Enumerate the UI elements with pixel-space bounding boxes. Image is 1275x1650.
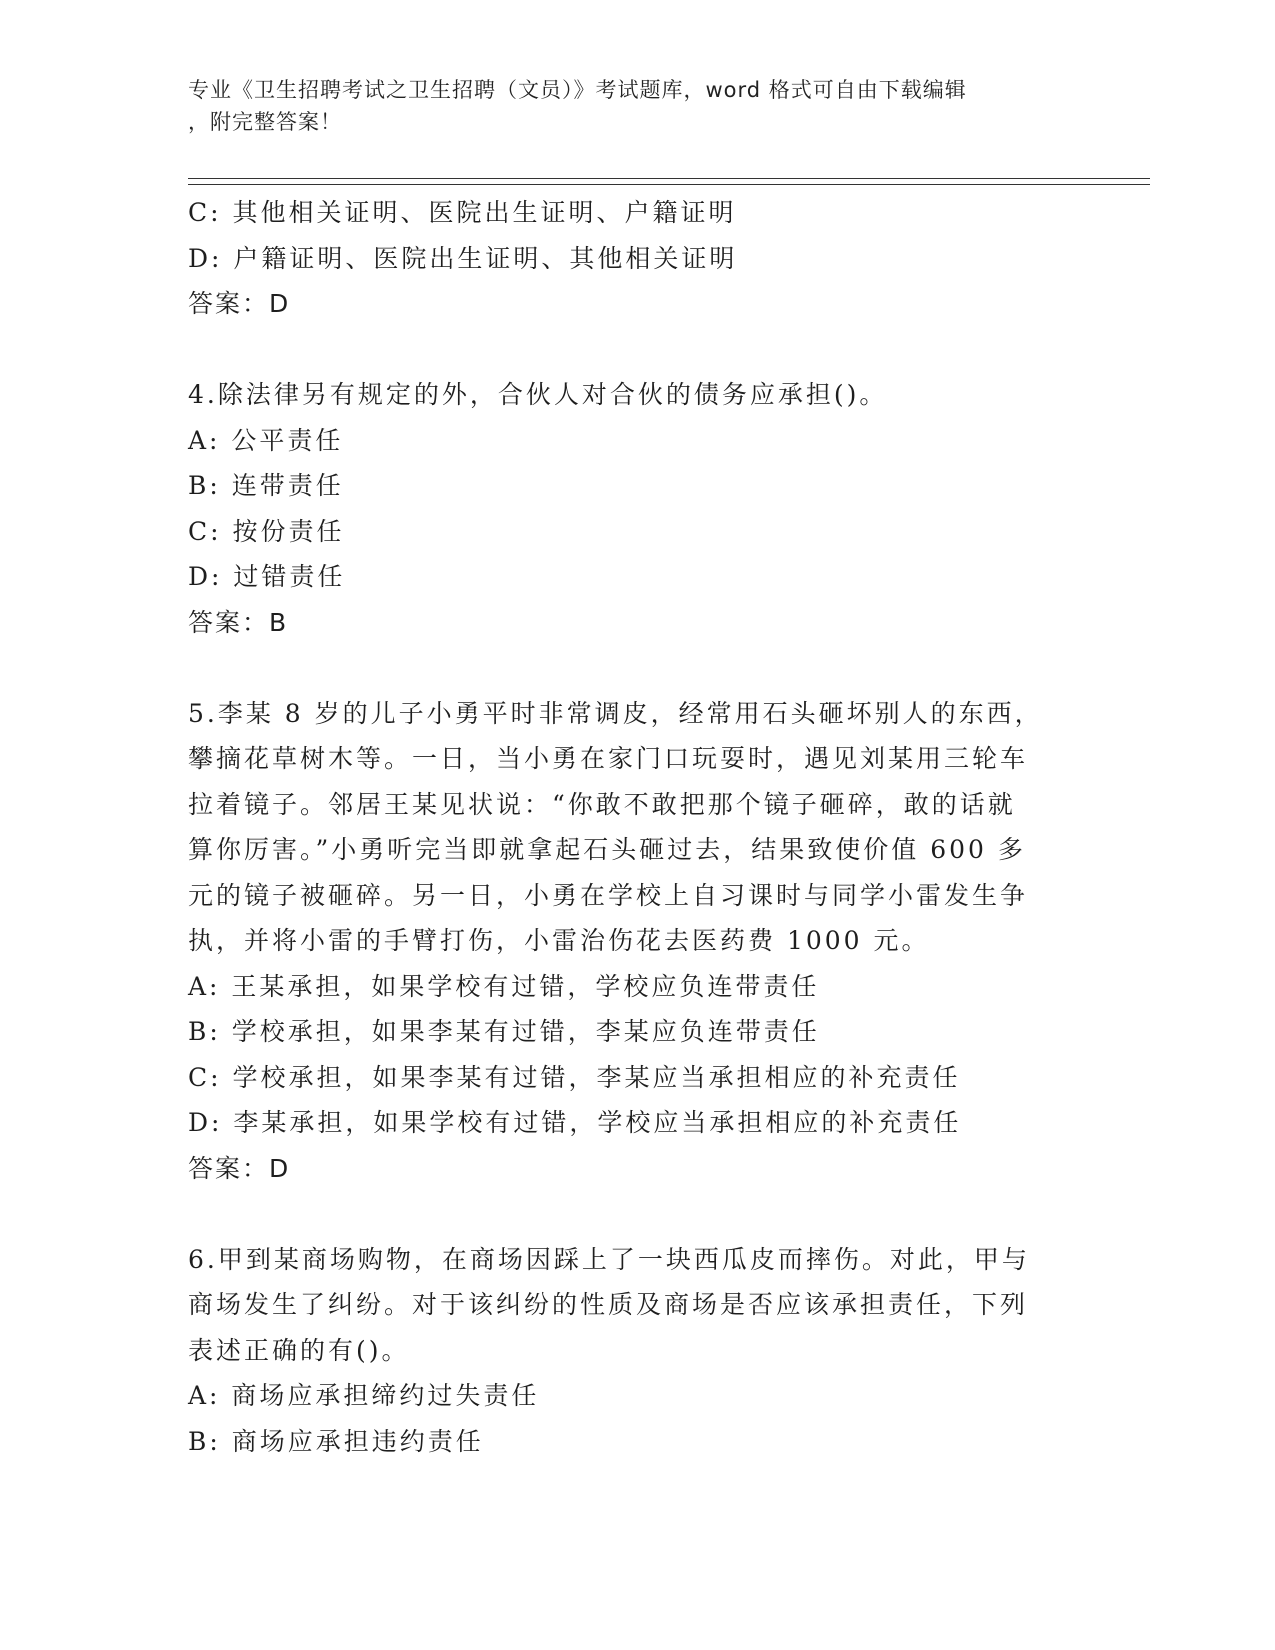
q5-stem-line: 5.李某 8 岁的儿子小勇平时非常调皮，经常用石头砸坏别人的东西， [188, 698, 1043, 728]
q5-stem-line: 算你厉害。”小勇听完当即就拿起石头砸过去，结果致使价值 600 多 [188, 835, 1026, 864]
q4-answer: 答案：B [188, 607, 289, 637]
q5-stem-line: 执，并将小雷的手臂打伤，小雷治伤花去医药费 1000 元。 [188, 926, 930, 955]
q3-option-d: D: 户籍证明、医院出生证明、其他相关证明 [188, 243, 738, 273]
q6-stem-line: 6.甲到某商场购物，在商场因踩上了一块西瓜皮而摔伤。对此，甲与 [188, 1244, 1030, 1274]
spacer [188, 327, 1068, 373]
q6-option-b: B: 商场应承担违约责任 [188, 1426, 484, 1456]
header-line-1: 专业《卫生招聘考试之卫生招聘（文员）》考试题库，word 格式可自由下载编辑 [188, 78, 967, 102]
q6-option-a: A: 商场应承担缔约过失责任 [188, 1381, 540, 1410]
q5-option-b: B: 学校承担，如果李某有过错，李某应负连带责任 [188, 1017, 820, 1046]
q6-stem-line: 表述正确的有()。 [188, 1335, 410, 1365]
q5-answer: 答案：D [188, 1153, 291, 1183]
header-rule-bottom [188, 184, 1150, 185]
document-header [188, 74, 1068, 138]
question-6 [188, 1237, 1068, 1465]
q3-answer: 答案：D [188, 289, 291, 318]
q4-option-b: B: 连带责任 [188, 471, 344, 500]
question-5 [188, 691, 1068, 1192]
q4-option-d: D: 过错责任 [188, 562, 346, 591]
header-line-2: ，附完整答案！ [188, 110, 342, 134]
header-rule-top [188, 178, 1150, 179]
q5-option-d: D: 李某承担，如果学校有过错，学校应当承担相应的补充责任 [188, 1108, 962, 1137]
q5-option-a: A: 王某承担，如果学校有过错，学校应负连带责任 [188, 971, 820, 1001]
question-3 [188, 190, 1068, 327]
q5-stem-line: 拉着镜子。邻居王某见状说：“你敢不敢把那个镜子砸碎，敢的话就 [188, 789, 1016, 819]
q4-option-a: A: 公平责任 [188, 425, 344, 455]
spacer [188, 1191, 1068, 1237]
q5-stem-line: 攀摘花草树木等。一日，当小勇在家门口玩耍时，遇见刘某用三轮车 [188, 744, 1029, 773]
question-4 [188, 372, 1068, 645]
q4-option-c: C: 按份责任 [188, 516, 345, 546]
spacer [188, 645, 1068, 691]
q4-stem: 4.除法律另有规定的外，合伙人对合伙的债务应承担()。 [188, 380, 888, 409]
q3-option-c: C: 其他相关证明、医院出生证明、户籍证明 [188, 198, 737, 227]
q5-stem-line: 元的镜子被砸碎。另一日，小勇在学校上自习课时与同学小雷发生争 [188, 880, 1029, 910]
q5-option-c: C: 学校承担，如果李某有过错，李某应当承担相应的补充责任 [188, 1062, 961, 1092]
question-content [188, 190, 1068, 1464]
q6-stem-line: 商场发生了纠纷。对于该纠纷的性质及商场是否应该承担责任，下列 [188, 1290, 1029, 1319]
